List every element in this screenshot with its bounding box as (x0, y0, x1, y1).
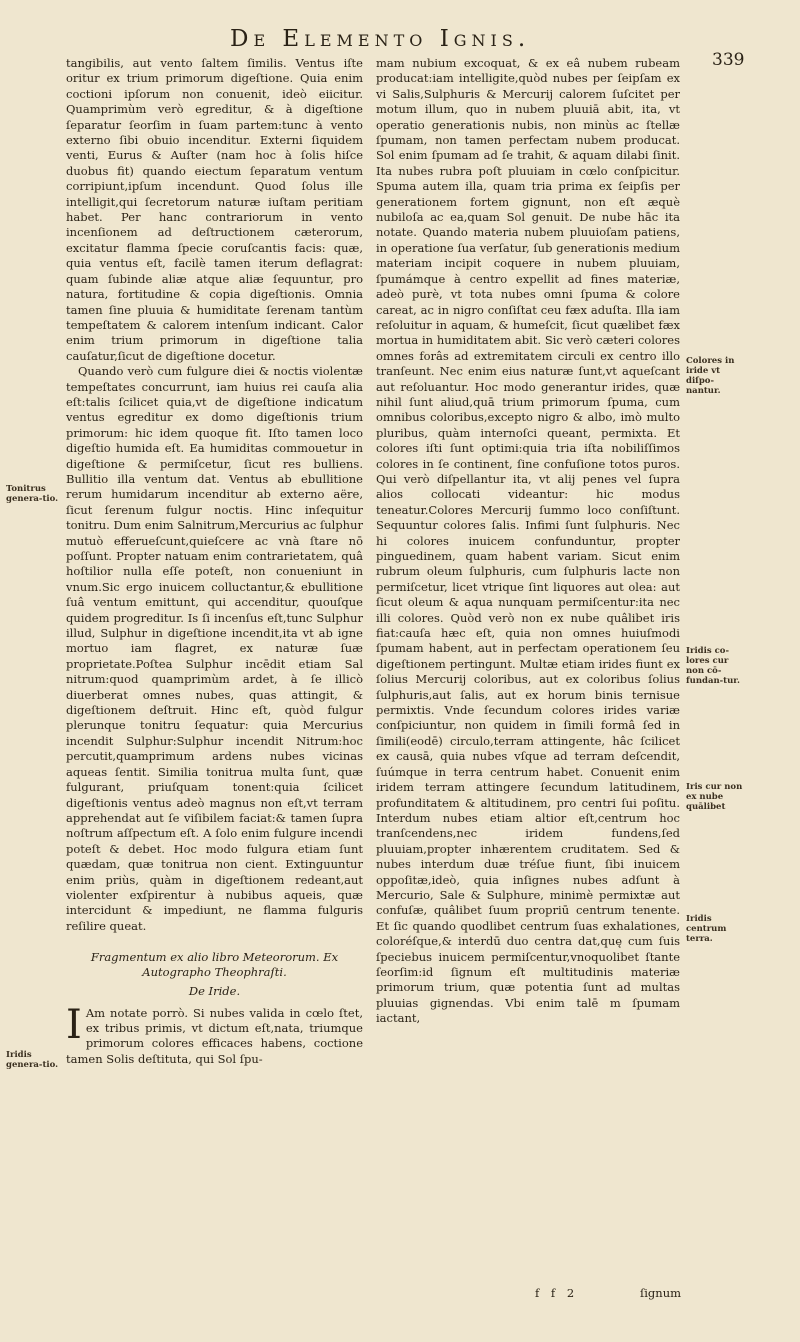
paragraph: tangibilis, aut vento ſaltem ſimilis. Ventus iſte oritur ex trium primorum digeſtione. Quia enim coctioni ipſorum non conuenit, ideò eiicitur. Quamprimùm verò egreditur, & à digeſtione ſeparatur ſeorſim in ſuam partem:tunc à vento externo ſibi obuio incenditur. Externi ſiquidem venti, Eurus & Auſter (nam hoc à ſolis hiſce duobus fit) quando eiectum ſeparatum ventum corripiunt,ipſum incendunt. Quod ſolus ille intelligit,qui ſecretorum naturæ iuſtam peritiam habet. Per hanc contrariorum in vento incenſionem ad deſtructionem cæterorum, excitatur flamma ſpecie coruſcantis facis: quæ, quia ventus eſt, facilè tamen iterum deflagrat: quam ſubinde aliæ atque aliæ ſequuntur, pro natura, fortitudine & copia digeſtionis. Omnia tamen ſine pluuia & humiditate ſerenam tantùm tempeſtatem & calorem intenſum indicant. Calor enim trium primorum in digeſtione talia cauſatur,ſicut de digeſtione docetur. (66, 56, 363, 363)
paragraph: mam nubium excoquat, & ex eâ nubem rubeam producat:iam intelligite,quòd nubes per ſeipſam ex vi Salis,Sulphuris & Mercurij calorem ſuſcitet per motum illum, quo in nubem pluuiā abit, ita, vt operatio generationis nubis, non minùs ac ſtellæ ſpumam, non tamen perfectam nubem producat. Sol enim ſpumam ad ſe trahit, & aquam dilabi ſinit. Ita nubes rubra poſt pluuiam in cœlo conſpicitur. Spuma autem illa, quam tria prima ex ſeipſis per generationem fortem gignunt, non eſt æquè nubiloſa ac ea,quam Sol genuit. De nube hāc ita notate. Quando materia nubem pluuioſam patiens, in operatione ſua verſatur, ſub generationis medium materiam incipit coquere in nubem pluuiam, ſpumámque à centro expellit ad fines materiæ, adeò purè, vt tota nubes omni ſpuma & colore careat, ac in nigro conſiſtat ceu fæx aduſta. Illa iam reſoluitur in aquam, & humeſcit, ſicut quælibet fæx mortua in humiditatem abit. Sic verò cæteri colores omnes forâs ad extremitatem circuli ex centro illo tranſeunt. Nec enim eius naturæ ſunt,vt aqueſcant aut reſoluantur. Hoc modo generantur irides, quæ nihil ſunt aliud,quā trium primorum ſpuma, cum omnibus coloribus,excepto nigro & albo, imò multo pluribus, quàm internoſci queant, permixta. Et colores iſti ſunt optimi:quia tria iſta nobiliſſimos colores in ſe continent, ſine confuſione totos puros. Qui verò diſpellantur ita, vt alij penes vel ſupra alios collocati videantur: hic modus teneatur.Colores Mercurij ſummo loco conſiſtunt. Sequuntur colores ſalis. Infimi ſunt ſulphuris. Nec hi colores inuicem confunduntur, propter pinguedinem, quam habent variam. Sicut enim rubrum oleum ſulphuris, cum ſulphuris lacte non permiſcetur, licet vtrique ſint liquores aut olea: aut ſicut oleum & aqua nunquam permiſcentur:ita nec illi colores. Quòd verò non ex nube quâlibet iris fiat:cauſa hæc eſt, quia non omnes huiuſmodi ſpumam habent, aut in perfectam operationem ſeu digeſtionem pertingunt. Multæ etiam irides fiunt ex ſolius Mercurij coloribus, aut ex coloribus ſolius ſulphuris,aut ſalis, aut ex horum binis ternisue permixtis. Vnde ſecundum colores irides variæ conſpiciuntur, non quidem in ſimili formâ ſed in ſimili(eodē) circulo,terram attingente, hâc ſcilicet ex causā, quia nubes vſque ad terram deſcendit, ſuúmque in terra centrum habet. Conuenit enim iridem terram attingere ſecundum latitudinem, profunditatem & altitudinem, pro centri ſui poſitu. Interdum nubes etiam altior eſt,centrum hoc tranſcendens,nec iridem fundens,ſed pluuiam,propter inhærentem cruditatem. Sed & nubes interdum duæ tréſue fiunt, ſibi inuicem oppoſitæ,ideò, quia inſignes nubes adſunt à Mercurio, Sale & Sulphure, minimè permixtæ aut confuſæ, quâlibet ſuum propriū centrum tenente. Et ſic quando quodlibet centrum ſuas exhalationes, coloréſque,& interdū duo centra dat,quę cum ſuis ſpeciebus inuicem permiſcentur,vnoquolibet ſtante ſeorſim:id ſignum eſt multitudinis materiæ primorum trium, quæ potentia ſunt ad multas pluuias gignendas. Vbi enim talē m ſpumam iactant, (376, 56, 680, 1026)
margin-note-iris-cur: Iris cur non ex nube quālibet (686, 782, 743, 812)
right-column (376, 56, 680, 1027)
margin-note-colores: Colores in iride vt diſpo-nantur. (686, 356, 735, 396)
fragment-title: Fragmentum ex alio libro Meteororum. Ex Autographo Theophraſti. (90, 950, 339, 980)
section-title: De Iride. (188, 984, 241, 999)
dropcap-text: Am notate porrò. Si nubes valida in cœlo ſtet, ex tribus primis, vt dictum eſt,nata, triumque primorum colores efficaces habens, coctione tamen Solis deſtituta, qui Sol ſpu- (66, 1005, 363, 1066)
paragraph-with-dropcap (66, 1001, 363, 1068)
margin-note-tonitrus: Tonitrus genera-tio. (6, 484, 59, 504)
running-title: De Elemento Ignis. (230, 26, 531, 52)
margin-note-iridis-generatio: Iridis genera-tio. (6, 1050, 59, 1070)
margin-note-iridis-colores: Iridis co-lores cur non cō-fundan-tur. (686, 646, 740, 686)
drop-cap: I (66, 1001, 82, 1048)
catchword: ſignum (640, 1286, 682, 1300)
left-column (66, 56, 363, 1067)
page-number: 339 (712, 50, 745, 70)
paragraph: Quando verò cum fulgure diei & noctis violentæ tempeſtates concurrunt, iam huius rei cauſa alia eſt:talis ſcilicet quia,vt de digeſtione indicatum ventus egreditur ex domo digeſtionis trium primorum: hic idem quoque fit. Iſto tamen loco digeſtio humida eſt. Ea humiditas commouetur in digeſtione & permiſcetur, ſicut res bulliens. Bullitio illa ventum dat. Ventus ab ebullitione rerum humidarum incenditur ab externo aëre, ſicut ſerenum fulgur noctis. Hinc inſequitur tonitru. Dum enim Salnitrum,Mercurius ac ſulphur mutuò efferueſcunt,quieſcere ac vnà ſtare nō poſſunt. Propter natuam enim contrarietatem, quâ hoſtilior nulla eſſe poteſt, non conueniunt in vnum.Sic ergo inuicem colluctantur,& ebullitione ſuâ ventum emittunt, qui accenditur, quouſque quidem progreditur. Is ſi incenſus eſt,tunc Sulphur illud, Sulphur in digeſtione incendit,ita vt ab igne mortuo iam flagret, ex naturæ ſuæ proprietate.Poſtea Sulphur incēdit etiam Sal nitrum:quod quamprimùm ardet, à ſe illicò diuerberat omnes nubes, quas attingit, & digeſtionem deſtruit. Hinc eſt, quòd fulgur plerunque tonitru ſequatur: quia Mercurius incendit Sulphur:Sulphur incendit Nitrum:hoc percutit,quamprimum ardens nubes vicinas aqueas ſentit. Similia tonitrua multa ſunt, quæ fulgurant, priuſquam tonent:quia ſcilicet digeſtionis ventus adeò magnus non eſt,vt terram apprehendat aut ſe viſibilem faciat:& tamen ſupra noſtrum aſſpectum eſt. A ſolo enim fulgure incendi poteſt & debet. Hoc modo fulgura etiam ſunt quædam, quæ tonitrua non cient. Extinguuntur enim priùs, quàm in digeſtionem redeant,aut violenter exſpirentur à nubibus aqueis, quæ intercidunt & impediunt, ne flamma fulguris reſilire queat. (66, 364, 363, 933)
signature-mark: f f 2 (535, 1286, 579, 1300)
margin-note-iridis-centrum: Iridis centrum terra. (686, 914, 727, 944)
